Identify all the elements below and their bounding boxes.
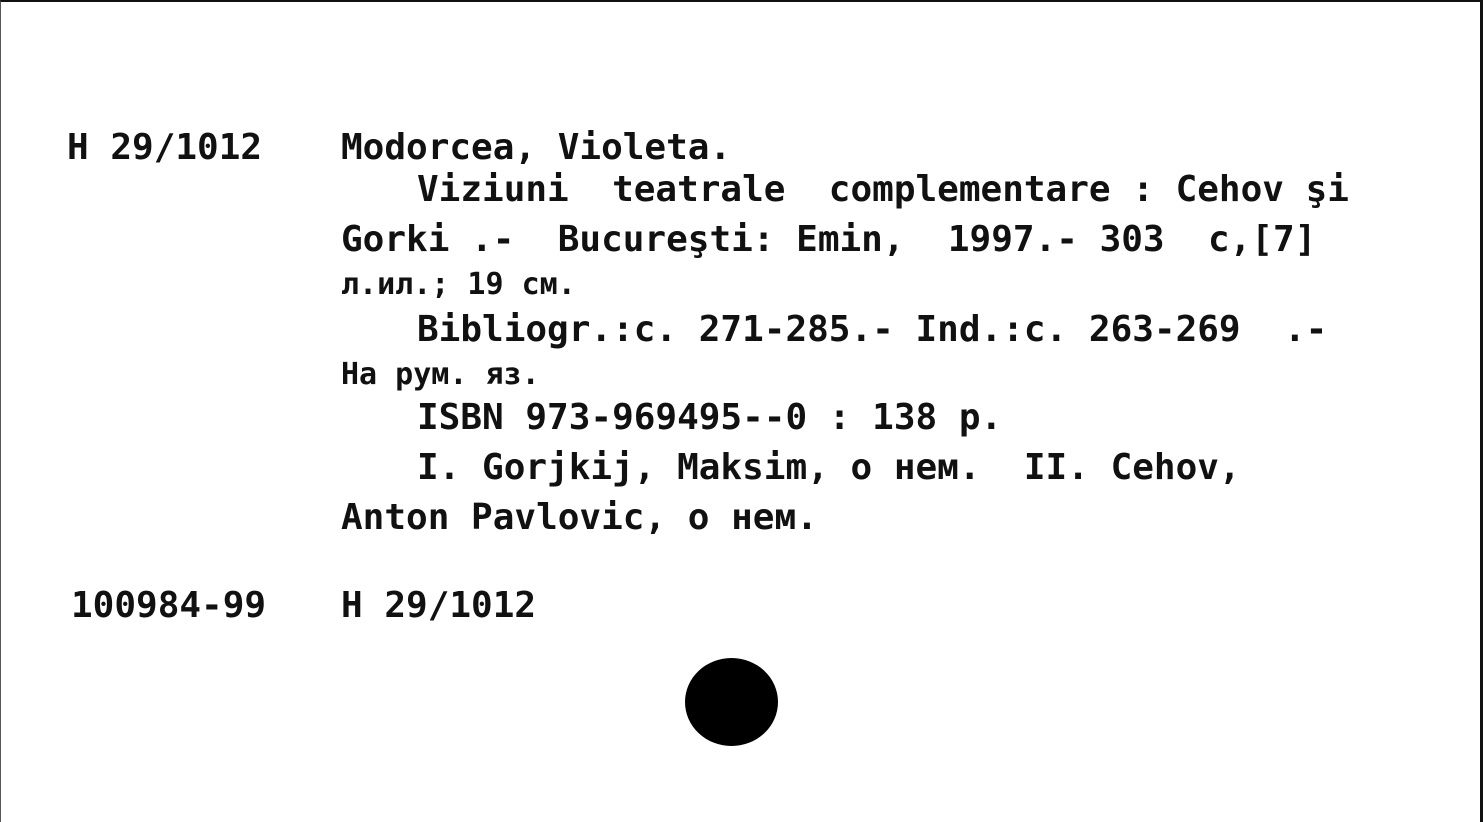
bibliography-note: Bibliogr.:c. 271-285.- Ind.:c. 263-269 .- xyxy=(417,309,1328,350)
shelfmark: H 29/1012 xyxy=(67,127,263,168)
title-line-2: Gorki .- Bucureşti: Emin, 1997.- 303 c,[7] xyxy=(341,219,1317,260)
isbn-line: ISBN 973-969495--0 : 138 p. xyxy=(417,397,1003,438)
tracing-line-2: Anton Pavlovic, o нем. xyxy=(341,497,818,538)
accession-number: 100984-99 xyxy=(71,585,267,626)
call-number-repeat: H 29/1012 xyxy=(341,585,537,626)
punch-hole xyxy=(685,658,778,746)
title-line-1: Viziuni teatrale complementare : Cehov şi xyxy=(417,169,1349,210)
tracing-line-1: I. Gorjkij, Maksim, o нем. II. Cehov, xyxy=(417,447,1241,488)
physical-description: л.ил.; 19 см. xyxy=(341,267,576,302)
author-heading: Modorcea, Violeta. xyxy=(341,127,732,168)
language-note: На рум. яз. xyxy=(341,357,540,392)
